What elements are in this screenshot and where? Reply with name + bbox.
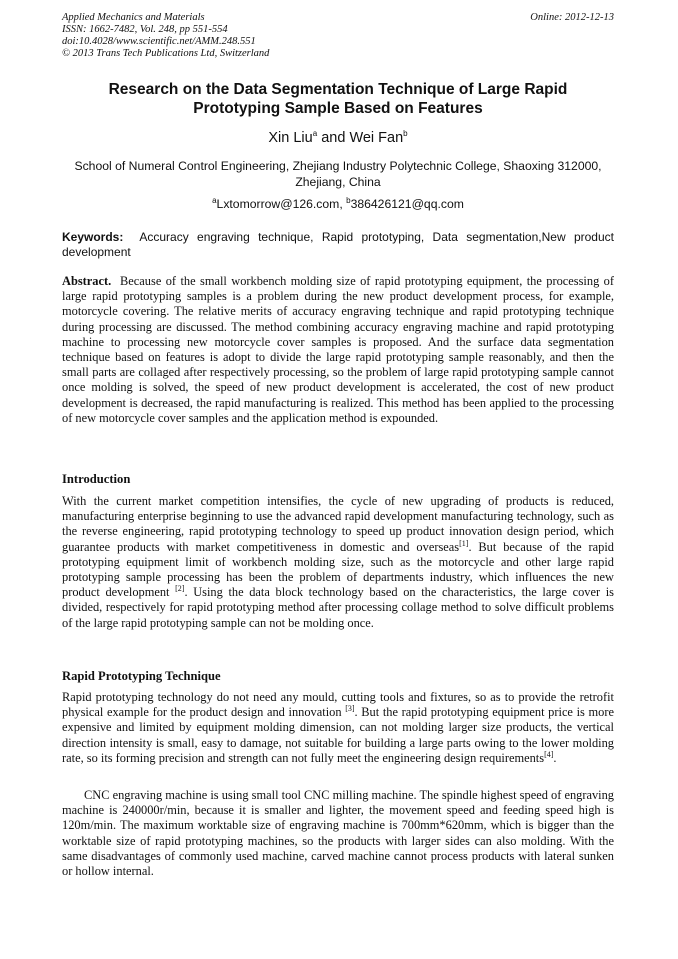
abstract-label: Abstract. xyxy=(62,274,112,288)
intro-text-3: . Using the data block technology based on the characteristics, the large cover is divided, respectively for rapid prototyping method after processing collage method to solve difficult problems of the large rapid prototyping sample can not be molding once. xyxy=(62,585,614,630)
keywords-text: Accuracy engraving technique, Rapid prototyping, Data segmentation,New product development xyxy=(62,230,614,259)
introduction-paragraph xyxy=(62,494,614,631)
doi-line: doi:10.4028/www.scientific.net/AMM.248.551 xyxy=(62,36,256,47)
email-a[interactable]: Lxtomorrow@126.com, xyxy=(216,197,343,211)
affiliation-line-2: Zhejiang, China xyxy=(295,175,381,189)
keywords-label: Keywords: xyxy=(62,230,124,244)
journal-name: Applied Mechanics and Materials xyxy=(62,12,205,23)
citation-2: [2] xyxy=(175,584,185,594)
rp-text-1c: . xyxy=(553,750,557,765)
online-date: Online: 2012-12-13 xyxy=(530,12,614,23)
citation-1: [1] xyxy=(459,538,469,548)
keywords-block xyxy=(62,230,614,259)
journal-header xyxy=(62,12,614,60)
abstract-text: Because of the small workbench molding size of rapid prototyping equipment, the processing of large rapid prototyping samples is a problem during the new product development process, for example, motorcycle covering. The relative merits of accuracy engraving technique and rapid prototyping technique during processing are discussed. The method combining accuracy engraving machine and rapid prototyping machine to processing new motorcycle cover samples is proposed. And the surface data segmentation technique based on features is adopt to divide the large rapid prototyping sample reasonably, and then the small parts are collaged after respectively processing, so the problem of large rapid prototyping sample cannot once molding is solved, the speed of new product development is accelerated, the cost of new product development is decreased, the rapid manufacturing is realized. This method has been applied to the processing of new motorcycle cover samples and the application method is expounded. xyxy=(62,274,614,425)
citation-3: [3] xyxy=(345,704,355,714)
email-a-mark: a xyxy=(212,195,217,205)
affiliation xyxy=(62,158,614,190)
intro-text-1: With the current market competition intensifies, the cycle of new upgrading of products is reduced, manufacturing enterprise beginning to use the advanced rapid development manufacturing technology, such as the reverse engineering, rapid prototyping technology to speed up product innovation design period, which guarantee products with market competitiveness in domestic and overseas xyxy=(62,494,614,554)
email-b-mark: b xyxy=(346,195,351,205)
author-emails xyxy=(62,196,614,212)
rp-text-1a: Rapid prototyping technology do not need any mould, cutting tools and fixtures, so as to provide the retrofit physical example for the product design and innovation xyxy=(62,690,614,720)
email-b[interactable]: 386426121@qq.com xyxy=(350,197,464,211)
author-1-affil-mark: a xyxy=(312,129,318,139)
author-list xyxy=(62,129,614,147)
rp-text-1b: . But the rapid prototyping equipment price is more expensive and limited by equipment molding dimension, can not molding larger size products, the vertical direction intensity is small, easy to damage, not suitable for building a large parts owing to the lower molding rate, so its forming precision and strength can not fully meet the engineering design requirements xyxy=(62,705,614,765)
title-line-2: Prototyping Sample Based on Features xyxy=(193,100,483,117)
author-2-affil-mark: b xyxy=(403,129,408,139)
issn-line: ISSN: 1662-7482, Vol. 248, pp 551-554 xyxy=(62,24,228,35)
author-1: Xin Liu xyxy=(268,130,313,146)
affiliation-line-1: School of Numeral Control Engineering, Zhejiang Industry Polytechnic College, Shaoxing 312000, xyxy=(74,159,602,173)
intro-text-2: . But because of the rapid prototyping equipment limit of workbench molding size, such as the motorcycle and other large rapid prototyping sample processing has been the problem of departments industry, which influences the new product development xyxy=(62,539,614,600)
title-line-1: Research on the Data Segmentation Technique of Large Rapid xyxy=(108,81,568,98)
introduction-heading: Introduction xyxy=(62,472,131,486)
rapid-prototyping-paragraph-1 xyxy=(62,690,614,766)
author-2: Wei Fan xyxy=(349,130,404,146)
abstract-block xyxy=(62,274,614,426)
rapid-prototyping-paragraph-2: CNC engraving machine is using small tool CNC milling machine. The spindle highest speed of engraving machine is 240000r/min, because it is smaller and lighter, the movement speed and feeding speed high is 120m/min. The maximum worktable size of engraving machine is 700mm*620mm, which is bigger than the worktable size of rapid prototyping machines, so the products with larger sides can also molding. With the same disadvantages of commonly used machine, carved machine cannot process products with lateral sunken or hollow internal. xyxy=(62,788,614,879)
copyright-line: © 2013 Trans Tech Publications Ltd, Switzerland xyxy=(62,48,270,59)
citation-4: [4] xyxy=(544,749,554,759)
paper-title xyxy=(62,80,614,118)
rapid-prototyping-heading: Rapid Prototyping Technique xyxy=(62,669,221,683)
author-conjunction: and xyxy=(321,130,346,146)
